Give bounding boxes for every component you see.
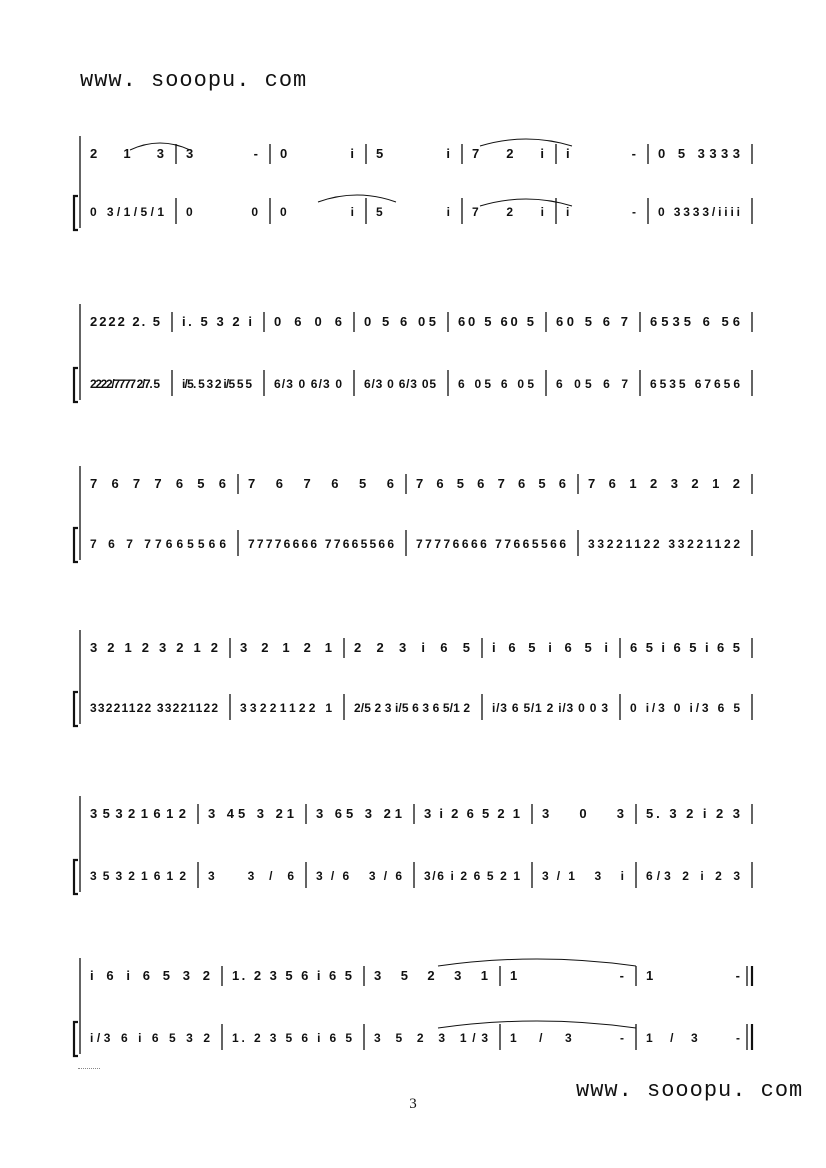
lower-measure: 6/3 2 i 2 3: [646, 869, 740, 883]
lower-measure: 2222/7777 2/7. 5: [90, 377, 160, 391]
upper-measure: 1 -: [510, 968, 624, 983]
upper-measure: 7 6 7 7 6 5 6: [90, 476, 226, 491]
lower-measure: 0 3/1/5/1: [90, 205, 164, 219]
lower-measure: 3/6 3/6: [316, 869, 402, 883]
lower-measure: 1/3 -: [510, 1031, 624, 1045]
upper-measure: 5. 3 2 i 2 3: [646, 806, 740, 821]
upper-measure: 60 5 6 7: [556, 314, 628, 329]
upper-measure: 3 -: [186, 146, 258, 161]
lower-measure: 3/6 i 2 6 5 2 1: [424, 869, 520, 883]
upper-measure: 5 i: [376, 146, 450, 161]
lower-measure: i/3 6 5/1 2 i/3 0 0 3: [492, 701, 608, 715]
lower-measure: 0 i: [280, 205, 354, 219]
lower-measure: 7 2 i: [472, 205, 544, 219]
lower-measure: 3 3/6: [208, 869, 294, 883]
lower-measure: 5 i: [376, 205, 450, 219]
page-number: 3: [409, 1096, 417, 1112]
lower-measure: 6 05 6 7: [556, 377, 628, 391]
upper-measure: i 6 5 i 6 5 i: [492, 640, 608, 655]
lower-measure: 6/3 0 6/3 05: [364, 377, 436, 391]
upper-measure: 2 2 3 i 6 5: [354, 640, 470, 655]
lower-measure: 6 05 6 05: [458, 377, 534, 391]
upper-measure: 1 -: [646, 968, 740, 983]
lower-measure: 77776666 77665566: [416, 537, 566, 551]
slur: [318, 195, 396, 202]
upper-measure: 3 2 1 2 1: [240, 640, 332, 655]
lower-measure: 3 5 3 2 1 6 1 2: [90, 869, 186, 883]
scan-mark: [78, 1068, 100, 1069]
upper-measure: 3 0 3: [542, 806, 624, 821]
upper-measure: 0 6 0 6: [274, 314, 342, 329]
lower-measure: 77776666 77665566: [248, 537, 394, 551]
upper-measure: 1. 2 3 5 6 i 6 5: [232, 968, 352, 983]
lower-measure: 33221122 33221122: [90, 701, 218, 715]
upper-measure: 0 i: [280, 146, 354, 161]
upper-measure: i. 5 3 2 i: [182, 314, 252, 329]
lower-measure: 3/1 3 i: [542, 869, 624, 883]
upper-measure: 0 5 6 05: [364, 314, 436, 329]
lower-measure: 6/3 0 6/3 0: [274, 377, 342, 391]
upper-measure: 7 6 1 2 3 2 1 2: [588, 476, 740, 491]
upper-measure: 3 2 1 2 3 2 1 2: [90, 640, 218, 655]
system-bracket: [74, 528, 78, 562]
lower-measure: i/3 6 i 6 5 3 2: [90, 1031, 210, 1045]
lower-measure: 33221122 1: [240, 701, 332, 715]
lower-measure: i -: [566, 205, 636, 219]
lower-measure: 6535 67656: [650, 377, 740, 391]
watermark-bottom: www. sooopu. com: [576, 1078, 804, 1103]
lower-measure: 0 i/3 0 i/3 6 5: [630, 701, 740, 715]
lower-measure: 7 6 7 77665566: [90, 537, 226, 551]
system-bracket: [74, 1022, 78, 1056]
upper-measure: 3 5 2 3 1: [374, 968, 488, 983]
upper-measure: 3 65 3 21: [316, 806, 402, 821]
upper-measure: 6535 6 56: [650, 314, 740, 329]
upper-measure: 7 2 i: [472, 146, 544, 161]
system-bracket: [74, 692, 78, 726]
upper-measure: 7 6 7 6 5 6: [248, 476, 394, 491]
watermark-top: www. sooopu. com: [80, 68, 308, 93]
system-bracket: [74, 860, 78, 894]
upper-measure: 60 5 60 5: [458, 314, 534, 329]
upper-measure: i -: [566, 146, 636, 161]
upper-measure: 3 45 3 21: [208, 806, 294, 821]
upper-measure: i 6 i 6 5 3 2: [90, 968, 210, 983]
slur: [438, 959, 636, 966]
upper-measure: 6 5 i 6 5 i 6 5: [630, 640, 740, 655]
lower-measure: 2/5 2 3 i/5 6 3 6 5/1 2: [354, 701, 470, 715]
lower-measure: 33221122 33221122: [588, 537, 740, 551]
upper-measure: 0 5 3333: [658, 146, 740, 161]
upper-measure: 2222 2. 5: [90, 314, 160, 329]
slur: [438, 1021, 636, 1028]
lower-measure: 0 0: [186, 205, 258, 219]
upper-measure: 3 i 2 6 5 2 1: [424, 806, 520, 821]
lower-measure: 0 3333/iiii: [658, 205, 740, 219]
system-bracket: [74, 196, 78, 230]
lower-measure: 1. 2 3 5 6 i 6 5: [232, 1031, 352, 1045]
upper-measure: 2 1 3: [90, 146, 164, 161]
upper-measure: 7 6 5 6 7 6 5 6: [416, 476, 566, 491]
lower-measure: 3 5 2 3 1/3: [374, 1031, 488, 1045]
system-bracket: [74, 368, 78, 402]
slur: [480, 139, 572, 146]
lower-measure: 1/3 -: [646, 1031, 740, 1045]
lower-measure: i/5. 5 3 2 i/5 5 5: [182, 377, 252, 391]
upper-measure: 3 5 3 2 1 6 1 2: [90, 806, 186, 821]
